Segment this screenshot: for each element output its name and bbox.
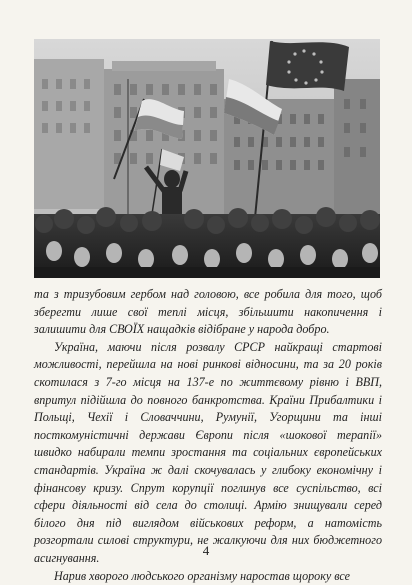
paragraph-ukraine-economy: Україна, маючи після розвалу СРСР найкращі стартові можливості, перейшла на нові ринкові відносини, та за 20 років скотилася з 7-го місця на 137-е по життєвому рівню і ВВП, впритул підійшла до повного банкротства. Країни Прибалтики і Польщі, Чехії і Словаччини, Румунії, Угорщини та інші посткомуністичні держави Європи після «шокової терапії» швидко набирали темпи зростання та соціальних європейських стандартів. Україна ж далі скочувалась у глибоку економічну і фінансову кризу. Спрут корупції поглинув все суспільство, всі сфери діяльності від села до столиці. Армію знищували серед білого дня під виглядом військових реформ, а натомість розгортали силові структури, не жалкуючи для них бюджетного асигнування. <box>34 339 382 568</box>
paragraph-ulcer: Нарив хворого людського організму наростав щороку все <box>34 568 382 585</box>
building-left <box>34 59 104 209</box>
lamp-post <box>127 79 129 229</box>
photo-illustration <box>34 39 380 278</box>
body-text <box>34 286 382 585</box>
crowd-shadows <box>34 267 380 278</box>
paragraph-continuation: та з тризубовим гербом над головою, все робила для того, щоб зберегти лише свої теплі місця, збільшити накопичення і залишити для СВОЇХ нащадків відібране у народа добро. <box>34 286 382 339</box>
page-number: 4 <box>0 543 412 559</box>
protest-crowd-photo <box>34 39 380 278</box>
